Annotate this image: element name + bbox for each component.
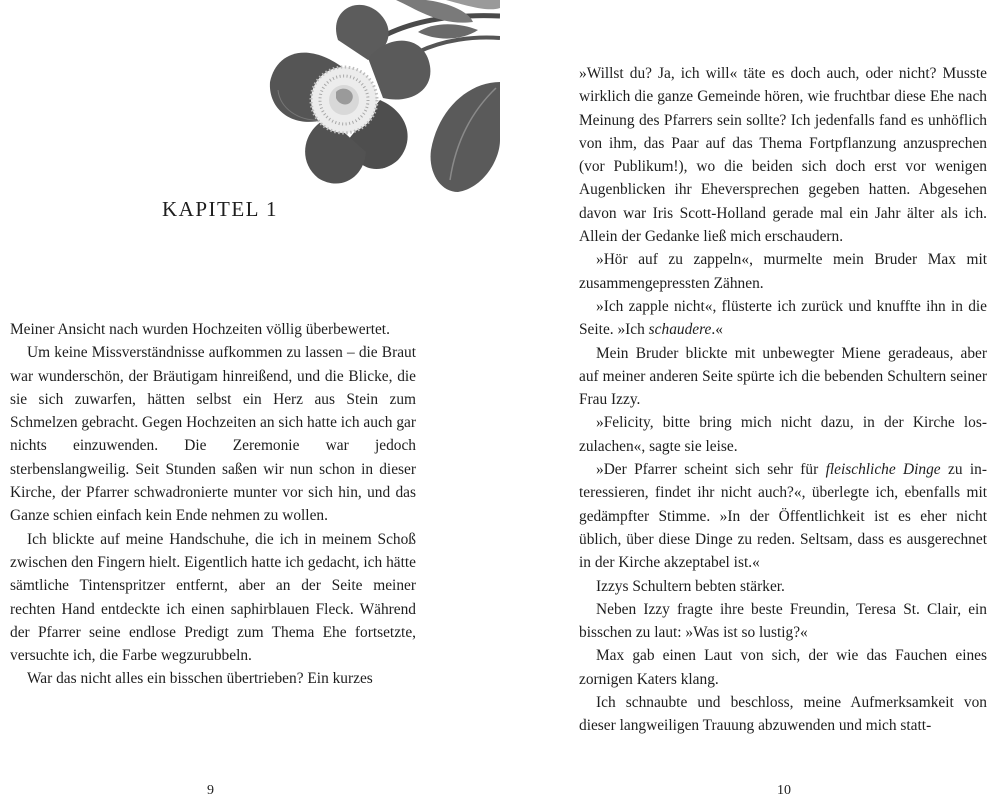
emphasis-text: fleischliche Dinge	[825, 461, 941, 479]
paragraph: Meiner Ansicht nach wurden Hochzeiten völlig überbewertet.	[10, 321, 390, 338]
paragraph: Ich schnaubte und beschloss, meine Aufmerksamkeit von dieser langweiligen Trauung abzuwenden und mich statt-	[579, 694, 987, 735]
paragraph	[579, 458, 987, 574]
paragraph: Um keine Missverständnisse aufkommen zu lassen – die Braut war wunderschön, der Bräutigam hinreißend, und die Blicke, die sie sich zuwarfen, hätten selbst ein Herz aus Stein zum Schmelzen gebracht. Gegen Hochzeiten an sich hatte ich auch gar nichts einzuwenden. Die Zeremonie war jedoch sterbenslangweilig. Seit Stunden saßen wir nun schon in dieser Kirche, der Pfarrer schwadronierte munter vor sich hin, und das Ganze schien einfach kein Ende nehmen zu wollen.	[10, 344, 416, 525]
paragraph: Max gab einen Laut von sich, der wie das Fauchen eines zornigen Katers klang.	[579, 647, 987, 688]
paragraph: »Felicity, bitte bring mich nicht dazu, in der Kirche loszulachen«, sagte sie leise.	[579, 414, 987, 455]
paragraph-text: »Ich zapple nicht«, flüsterte ich zurück und knuffte ihn in die Seite. »Ich	[579, 297, 987, 339]
hellebore-flower-illustration-icon	[268, 0, 500, 195]
paragraph: »Hör auf zu zappeln«, murmelte mein Bruder Max mit zusammengepressten Zähnen.	[579, 251, 987, 292]
paragraph-text: .«	[711, 321, 723, 339]
paragraph: War das nicht alles ein bisschen übertrieben? Ein kurzes	[27, 670, 373, 688]
paragraph-text: »Der Pfarrer scheint sich sehr für	[596, 461, 826, 479]
paragraph-text: zu interessieren, findet ihr nicht auch?«, überlegte ich, ebenfalls mit gedämpfter Stimme. »In der Öffentlichkeit ist es eher nicht üblich, über diese Dinge zu reden. Seltsam, dass es ausgerechnet in der Kirche akzeptabel ist.«	[579, 461, 988, 572]
right-body-text	[579, 62, 987, 738]
paragraph: Neben Izzy fragte ihre beste Freundin, Teresa St. Clair, ein bisschen zu laut: »Was ist so lustig?«	[579, 600, 987, 642]
paragraph: Mein Bruder blickte mit unbewegter Miene geradeaus, aber auf meiner anderen Seite spürte ich die bebenden Schultern seiner Frau Izzy.	[579, 344, 987, 409]
paragraph: Izzys Schultern bebten stärker.	[596, 577, 785, 595]
emphasis-text: schaudere	[648, 321, 712, 339]
right-page	[500, 0, 1000, 800]
page-number: 10	[777, 783, 791, 798]
paragraph	[579, 295, 987, 342]
left-body-text	[10, 318, 416, 691]
paragraph: Ich blickte auf meine Handschuhe, die ich in meinem Schoß zwischen den Fingern hielt. Eigentlich hatte ich gedacht, ich hätte sämtliche Tintenspritzer entfernt, aber an der Seite meiner rechten Hand entdeckte ich einen saphirblauen Fleck. Während der Pfarrer seine endlose Predigt zum Thema Ehe fortsetzte, versuchte ich, die Farbe wegzurubbeln.	[10, 530, 416, 665]
page-number: 9	[207, 783, 214, 798]
chapter-title: KAPITEL 1	[162, 197, 278, 221]
paragraph: »Willst du? Ja, ich will« täte es doch auch, oder nicht? Musste wirklich die ganze Gemeinde hören, wie fruchtbar diese Ehe nach Meinung des Pfarrers sein sollte? Ich jedenfalls fand es unhöflich von ihm, das Paar auf das Thema Fortpflanzung anzusprechen (vor Publikum!), wo die beiden sich doch erst vor wenigen Augenblicken ihr Eheversprechen gegeben hatten. Abgesehen davon war Iris Scott-Holland gerade mal ein Jahr älter als ich. Allein der Gedanke ließ mich erschaudern.	[579, 65, 987, 246]
